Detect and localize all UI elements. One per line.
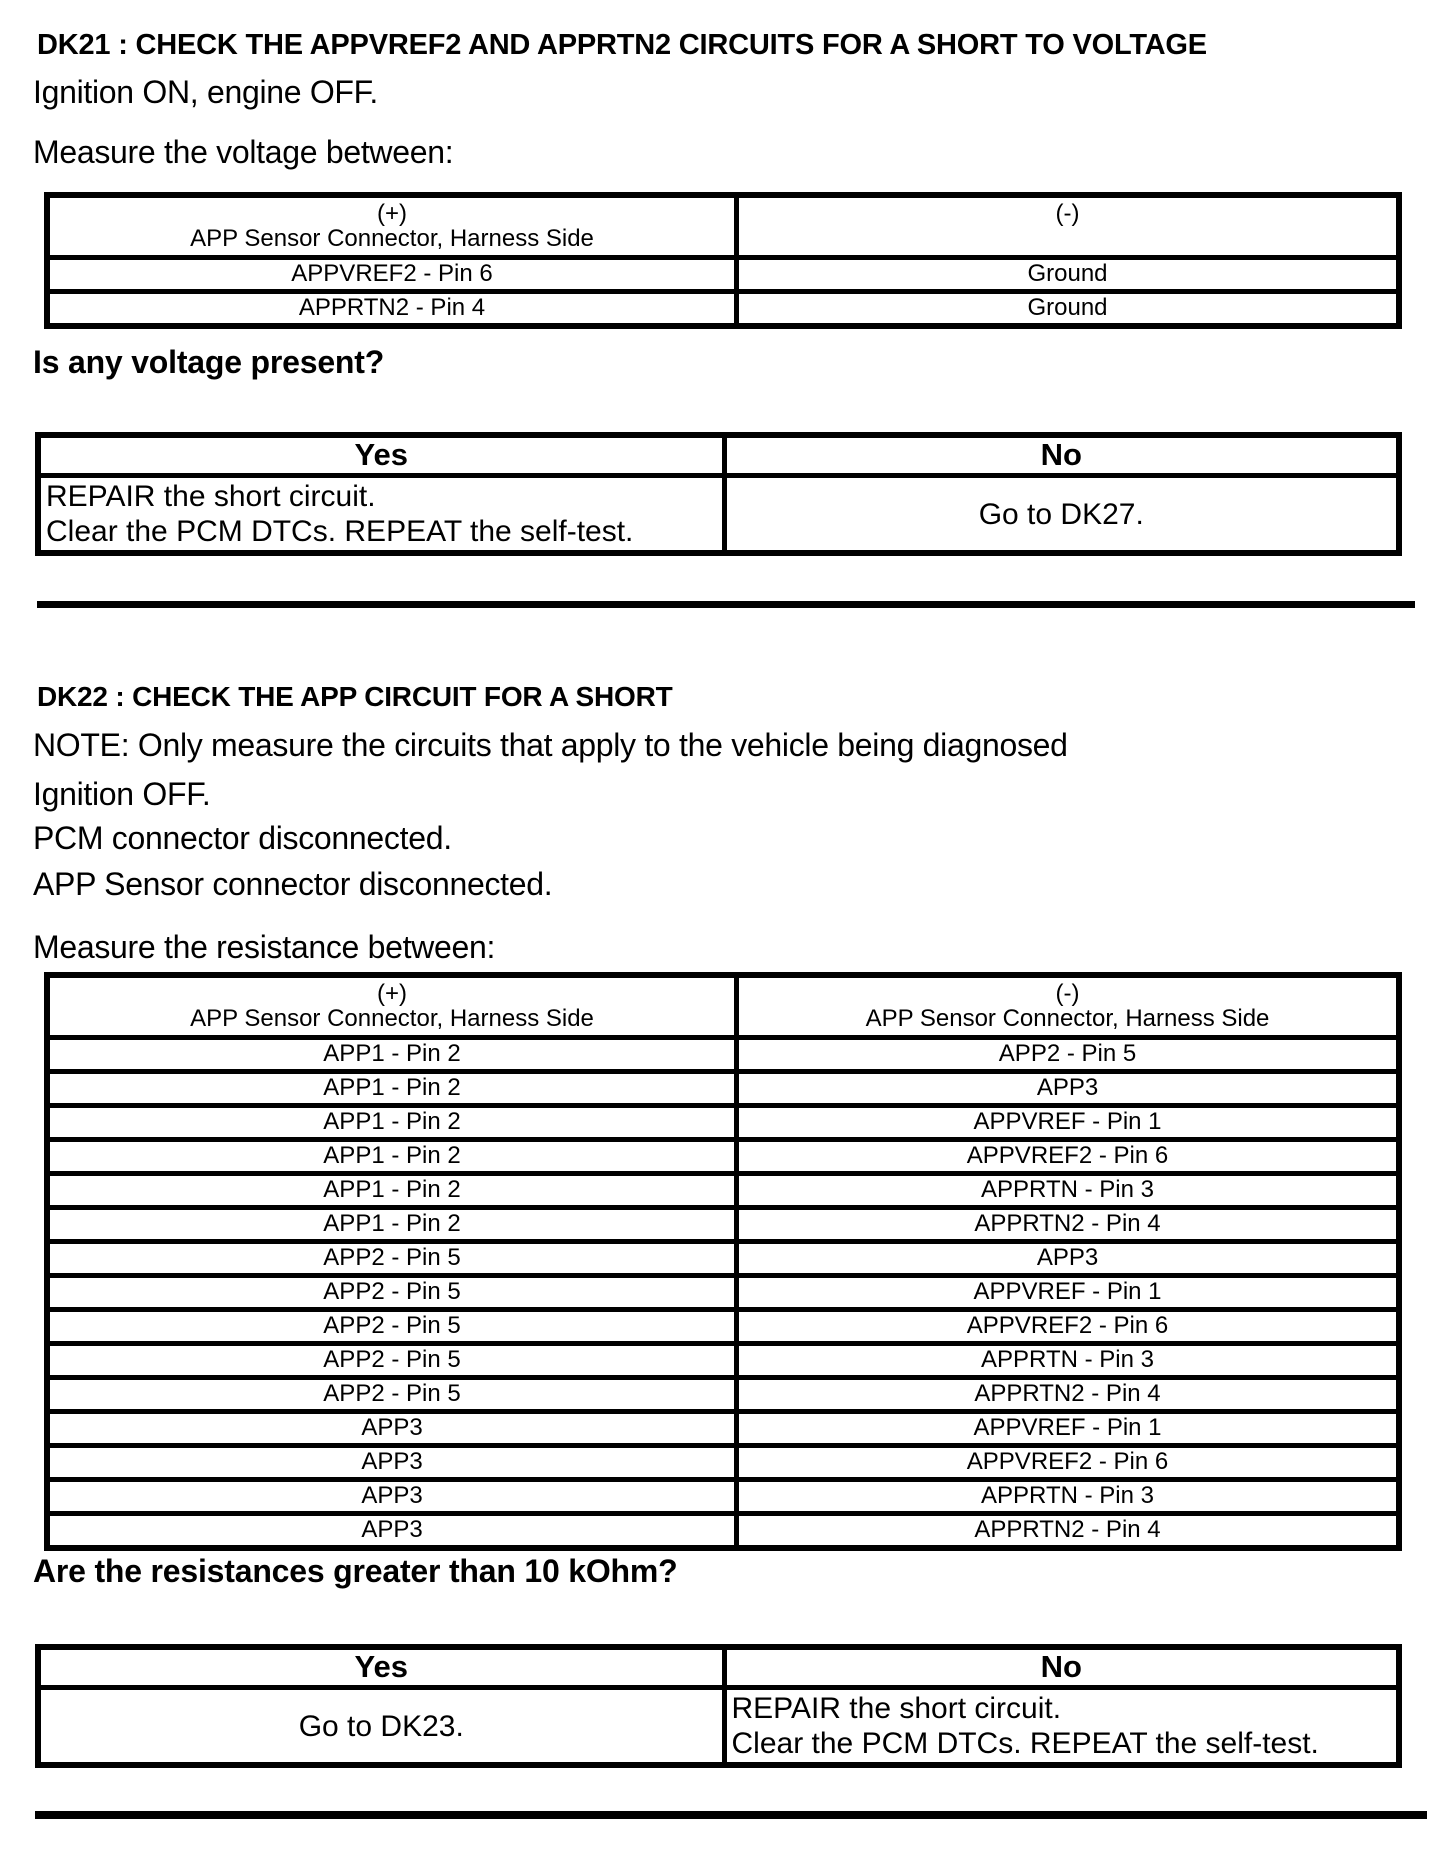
dk22-title: DK22 : CHECK THE APP CIRCUIT FOR A SHORT: [37, 681, 673, 712]
dk22-step-app: APP Sensor connector disconnected.: [33, 866, 553, 902]
pin-cell: APPRTN - Pin 3: [737, 1174, 1400, 1208]
measure-row: [47, 1480, 1399, 1514]
positive-label: APP Sensor Connector, Harness Side: [190, 1005, 594, 1032]
dk22-measure-table: [44, 972, 1402, 1551]
negative-label: APP Sensor Connector, Harness Side: [865, 1005, 1270, 1032]
dk22-decision-header: [38, 1647, 1399, 1688]
table-header-row: [38, 435, 1399, 476]
positive-symbol: (+): [377, 980, 407, 1007]
pin-cell: APP3: [47, 1412, 737, 1446]
negative-symbol: (-): [1055, 980, 1080, 1007]
measure-row: [47, 258, 1399, 292]
positive-symbol: (+): [377, 200, 407, 227]
measure-row: [47, 1378, 1399, 1412]
dk21-step-ignition: Ignition ON, engine OFF.: [33, 74, 378, 110]
yes-action-cell: Go to DK23.: [38, 1688, 724, 1766]
pin-cell: APPVREF - Pin 1: [737, 1106, 1400, 1140]
table-header-row: [47, 975, 1399, 1038]
pin-cell: APP1 - Pin 2: [47, 1208, 737, 1242]
dk21-measure-table: [44, 192, 1402, 329]
pin-cell: Ground: [737, 258, 1400, 292]
measure-row: [47, 1412, 1399, 1446]
page-bottom-rule: [35, 1811, 1427, 1819]
pin-cell: APPVREF - Pin 1: [737, 1412, 1400, 1446]
pin-cell: APPVREF2 - Pin 6: [737, 1140, 1400, 1174]
decision-row: [38, 476, 1399, 554]
dk22-question: Are the resistances greater than 10 kOhm?: [33, 1553, 678, 1589]
measure-row: [47, 292, 1399, 327]
measure-row: [47, 1208, 1399, 1242]
pin-cell: APPVREF2 - Pin 6: [737, 1446, 1400, 1480]
yes-action-line: Clear the PCM DTCs. REPEAT the self-test.: [46, 515, 634, 548]
measure-row: [47, 1174, 1399, 1208]
dk21-measure-table-header: [47, 195, 1399, 258]
positive-lead-header: [47, 975, 737, 1038]
measure-row: [47, 1310, 1399, 1344]
negative-lead-header: [737, 195, 1400, 258]
pin-cell: APP3: [47, 1446, 737, 1480]
pin-cell: APP1 - Pin 2: [47, 1174, 737, 1208]
measure-row: [47, 1514, 1399, 1549]
pin-cell: APP3: [47, 1514, 737, 1549]
measure-row: [47, 1140, 1399, 1174]
pin-cell: APPRTN2 - Pin 4: [737, 1208, 1400, 1242]
table-header-row: [38, 1647, 1399, 1688]
dk21-decision-header: [38, 435, 1399, 476]
dk22-step-pcm: PCM connector disconnected.: [33, 820, 452, 856]
yes-header: Yes: [38, 1647, 724, 1688]
yes-header: Yes: [38, 435, 724, 476]
table-header-row: [47, 195, 1399, 258]
no-action-cell: [724, 1688, 1399, 1766]
dk22-step-measure: Measure the resistance between:: [33, 929, 496, 965]
measure-row: [47, 1276, 1399, 1310]
pin-cell: APPRTN2 - Pin 4: [47, 292, 737, 327]
yes-action-line: REPAIR the short circuit.: [46, 480, 376, 513]
pin-cell: APP2 - Pin 5: [47, 1276, 737, 1310]
dk21-title: DK21 : CHECK THE APPVREF2 AND APPRTN2 CIRCUITS FOR A SHORT TO VOLTAGE: [37, 29, 1207, 61]
negative-symbol: (-): [1055, 200, 1080, 227]
dk21-decision-table: [35, 432, 1402, 556]
measure-row: [47, 1106, 1399, 1140]
no-header: No: [724, 435, 1399, 476]
pin-cell: APPRTN2 - Pin 4: [737, 1514, 1400, 1549]
yes-action-cell: [38, 476, 724, 554]
pin-cell: APP3: [737, 1072, 1400, 1106]
pin-cell: APP2 - Pin 5: [737, 1038, 1400, 1072]
no-action-cell: Go to DK27.: [724, 476, 1399, 554]
pin-cell: APP1 - Pin 2: [47, 1140, 737, 1174]
dk22-measure-table-header: [47, 975, 1399, 1038]
dk22-note: NOTE: Only measure the circuits that apply to the vehicle being diagnosed: [33, 727, 1068, 763]
pin-cell: APPRTN - Pin 3: [737, 1344, 1400, 1378]
pin-cell: APP2 - Pin 5: [47, 1344, 737, 1378]
pin-cell: APP2 - Pin 5: [47, 1242, 737, 1276]
pin-cell: APPRTN - Pin 3: [737, 1480, 1400, 1514]
positive-label: APP Sensor Connector, Harness Side: [190, 225, 594, 252]
dk21-question: Is any voltage present?: [33, 344, 385, 380]
pin-cell: APP1 - Pin 2: [47, 1072, 737, 1106]
pin-cell: APP2 - Pin 5: [47, 1378, 737, 1412]
measure-row: [47, 1446, 1399, 1480]
pin-cell: APP3: [737, 1242, 1400, 1276]
pin-cell: APPRTN2 - Pin 4: [737, 1378, 1400, 1412]
no-header: No: [724, 1647, 1399, 1688]
positive-lead-header: [47, 195, 737, 258]
measure-row: [47, 1072, 1399, 1106]
measure-row: [47, 1242, 1399, 1276]
pin-cell: APP2 - Pin 5: [47, 1310, 737, 1344]
negative-lead-header: [737, 975, 1400, 1038]
section-divider-rule: [37, 601, 1415, 608]
pin-cell: APPVREF2 - Pin 6: [47, 258, 737, 292]
decision-row: [38, 1688, 1399, 1766]
no-action-line: REPAIR the short circuit.: [731, 1692, 1062, 1725]
pin-cell: Ground: [737, 292, 1400, 327]
pin-cell: APP3: [47, 1480, 737, 1514]
pin-cell: APPVREF - Pin 1: [737, 1276, 1400, 1310]
pin-cell: APPVREF2 - Pin 6: [737, 1310, 1400, 1344]
pin-cell: APP1 - Pin 2: [47, 1106, 737, 1140]
pin-cell: APP1 - Pin 2: [47, 1038, 737, 1072]
dk21-step-measure: Measure the voltage between:: [33, 134, 454, 170]
measure-row: [47, 1038, 1399, 1072]
dk22-step-ignition: Ignition OFF.: [33, 776, 211, 812]
measure-row: [47, 1344, 1399, 1378]
no-action-line: Clear the PCM DTCs. REPEAT the self-test.: [731, 1727, 1319, 1760]
dk22-decision-table: [35, 1644, 1402, 1768]
